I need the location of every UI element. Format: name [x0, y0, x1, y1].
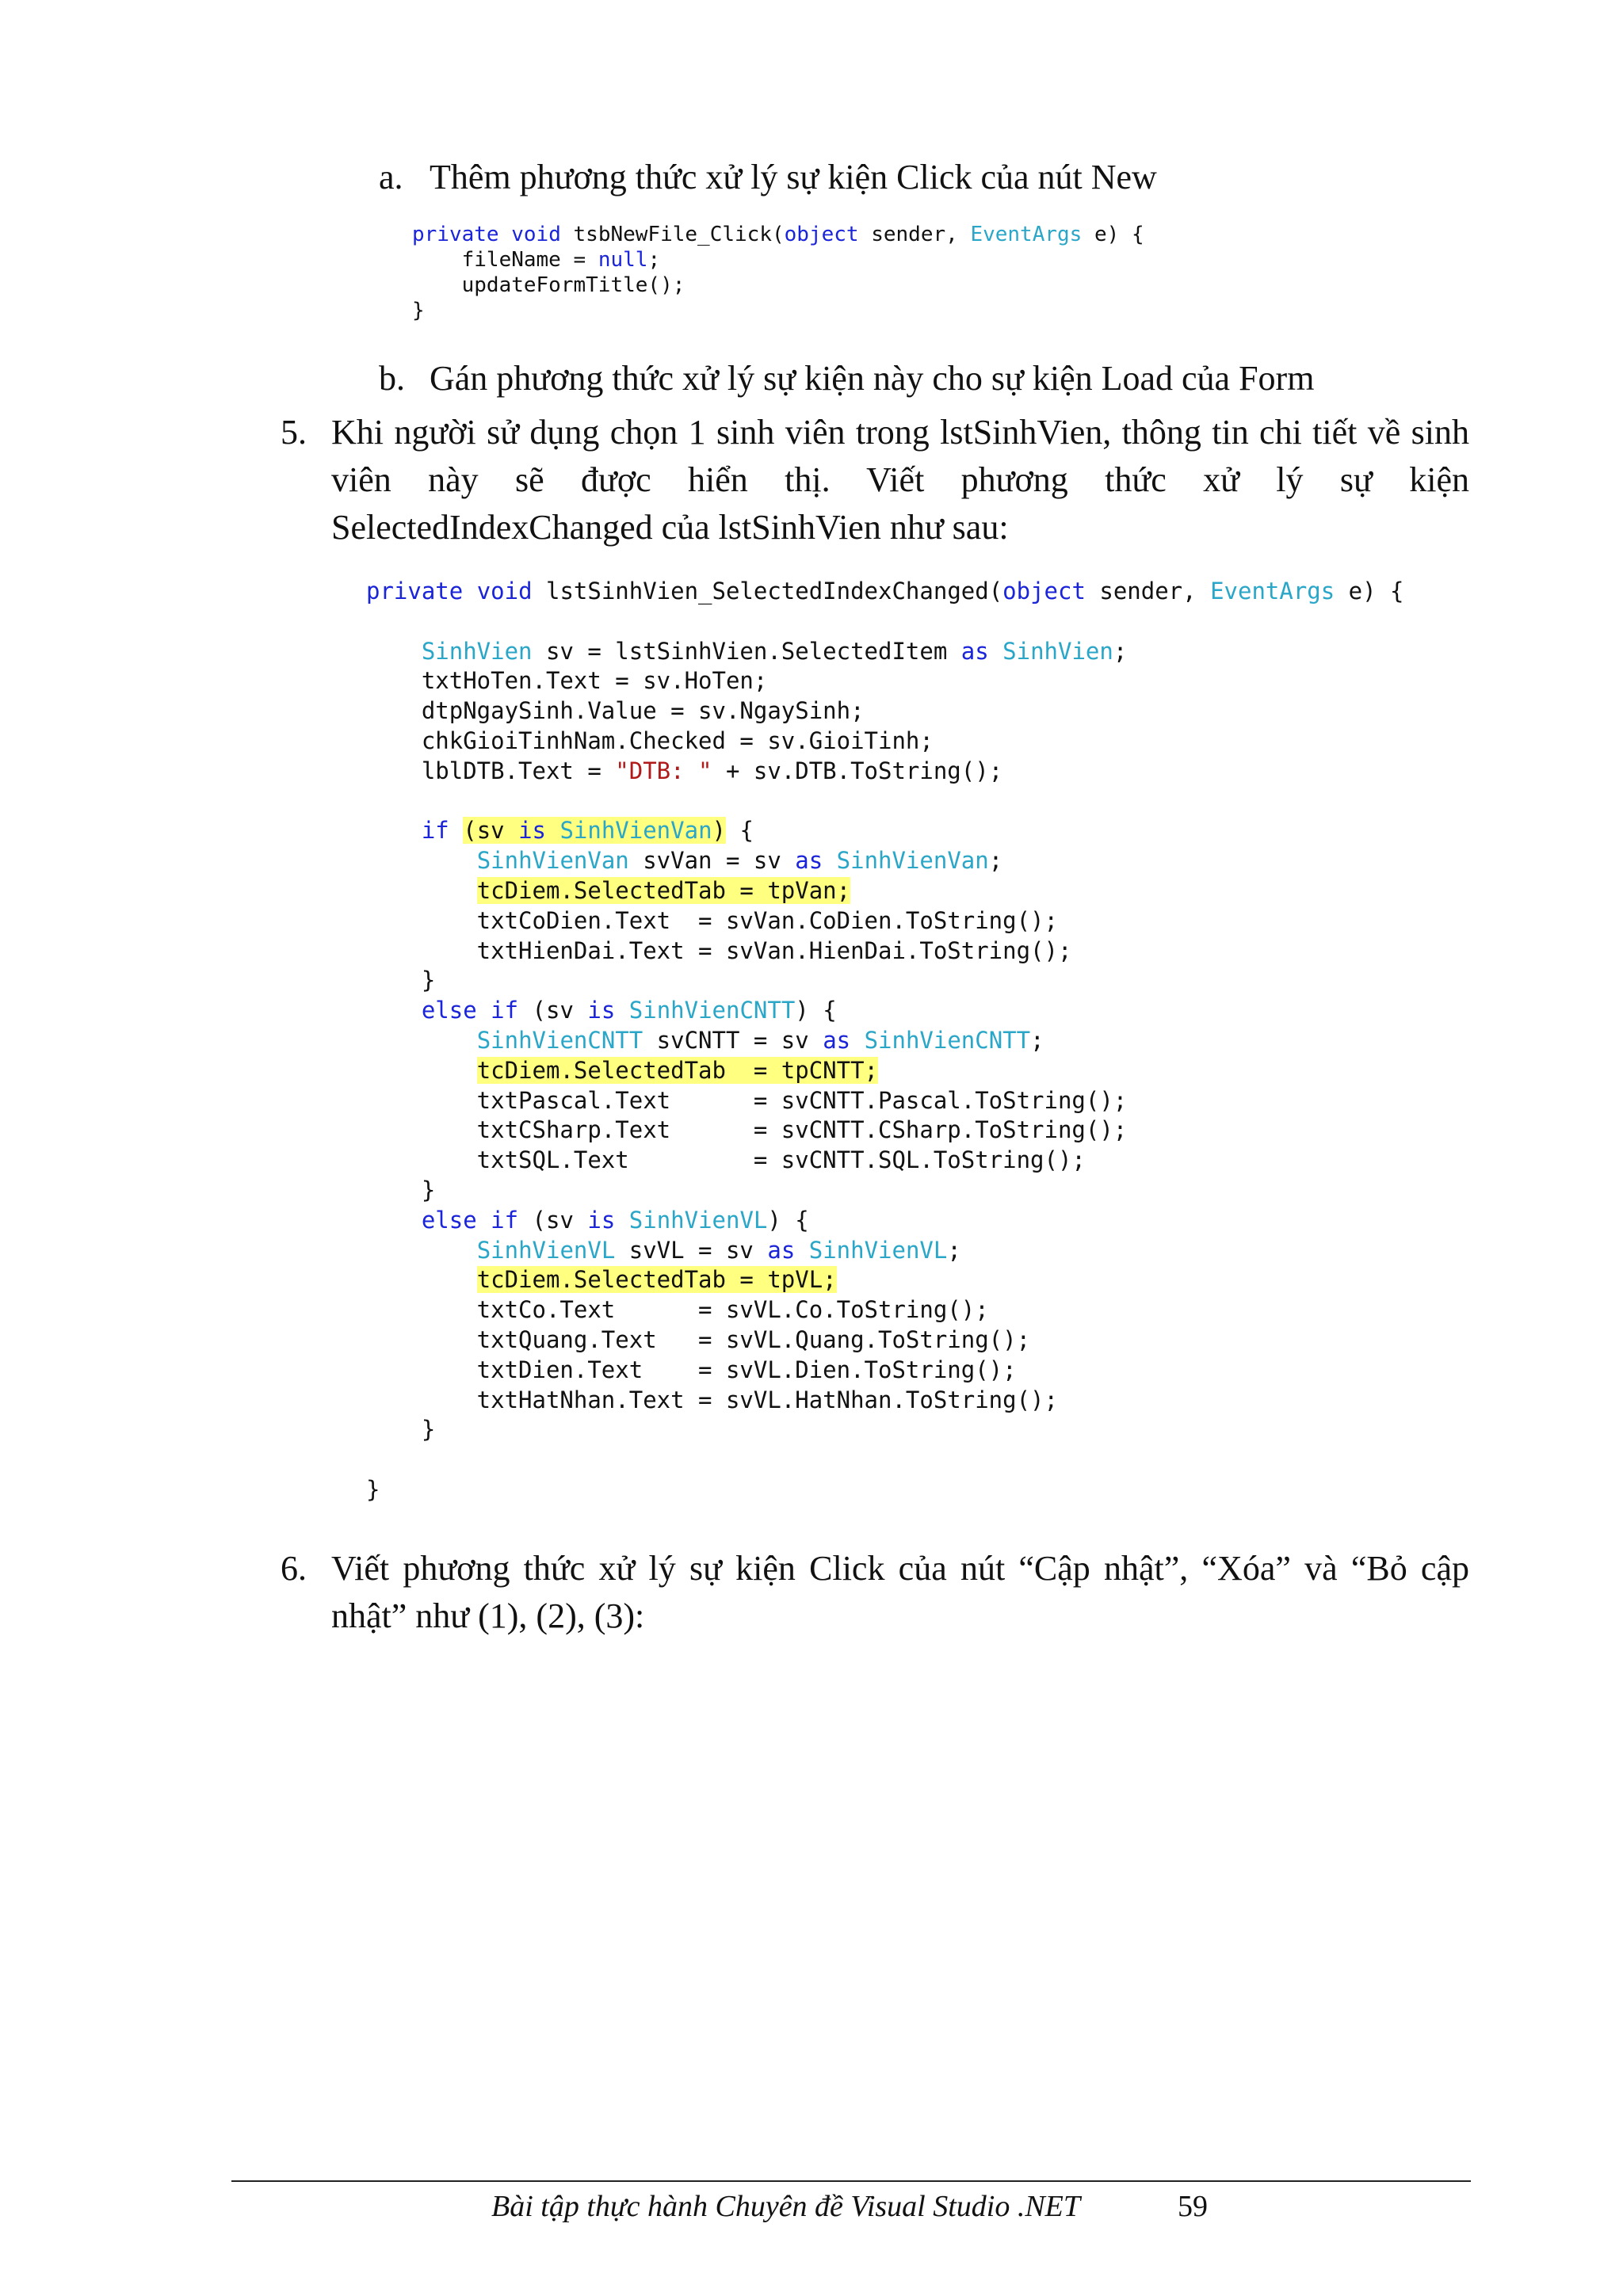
- step-5-marker: 5.: [281, 413, 307, 452]
- code-line: txtPascal.Text = svCNTT.Pascal.ToString();: [366, 1086, 1128, 1114]
- step-5-line-2: viên này sẽ được hiển thị. Viết phương thức xử lý sự kiện: [331, 460, 1469, 499]
- code-line: fileName = null;: [412, 248, 661, 272]
- code-line: txtDien.Text = svVL.Dien.ToString();: [366, 1356, 1017, 1383]
- code-line: txtHoTen.Text = sv.HoTen;: [366, 667, 768, 695]
- footer-divider: [231, 2180, 1471, 2182]
- code-line: [366, 787, 1404, 817]
- code-line: SinhVien sv = lstSinhVien.SelectedItem as SinhVien;: [421, 637, 1128, 665]
- code-line: txtCSharp.Text = svCNTT.CSharp.ToString();: [366, 1116, 1128, 1144]
- code-line: txtCoDien.Text = svVan.CoDien.ToString();: [366, 906, 1058, 934]
- step-b-marker: b.: [379, 359, 405, 398]
- code-line: dtpNgaySinh.Value = sv.NgaySinh;: [366, 697, 865, 725]
- code-line: updateFormTitle();: [412, 273, 685, 297]
- code-line: }: [366, 967, 436, 994]
- code-block-new-click: [412, 222, 1144, 323]
- code-line: [366, 1445, 1404, 1475]
- step-6-marker: 6.: [281, 1549, 307, 1588]
- step-5-line-3: SelectedIndexChanged của lstSinhVien như sau:: [331, 508, 1009, 547]
- code-line: SinhVienVL svVL = sv as SinhVienVL;: [476, 1236, 961, 1264]
- code-line: if (sv is SinhVienVan) {: [421, 817, 754, 845]
- code-line: tcDiem.SelectedTab = tpVan;: [476, 876, 851, 904]
- step-b: [379, 355, 1504, 402]
- code-line: else if (sv is SinhVienCNTT) {: [421, 997, 837, 1024]
- code-line: lblDTB.Text = "DTB: " + sv.DTB.ToString();: [366, 757, 1003, 784]
- code-line: else if (sv is SinhVienVL) {: [421, 1206, 809, 1234]
- step-a: [379, 154, 1504, 201]
- code-block-selected-index-changed: [366, 577, 1404, 1505]
- code-line: chkGioiTinhNam.Checked = sv.GioiTinh;: [366, 727, 934, 754]
- code-line: private void tsbNewFile_Click(object sender, EventArgs e) {: [412, 223, 1144, 246]
- code-line: SinhVienVan svVan = sv as SinhVienVan;: [476, 847, 1003, 875]
- code-line: SinhVienCNTT svCNTT = sv as SinhVienCNTT;: [476, 1026, 1044, 1054]
- code-line: }: [366, 1176, 436, 1203]
- code-line: private void lstSinhVien_SelectedIndexChanged(object sender, EventArgs e) {: [366, 578, 1404, 605]
- footer-title: Bài tập thực hành Chuyên đề Visual Studio .NET: [491, 2190, 1081, 2223]
- step-5-line-1: Khi người sử dụng chọn 1 sinh viên trong lstSinhVien, thông tin chi tiết về sinh: [331, 413, 1469, 452]
- code-line: [366, 607, 1404, 637]
- step-6-line-1: Viết phương thức xử lý sự kiện Click của nút “Cập nhật”, “Xóa” và “Bỏ cập: [331, 1549, 1469, 1588]
- code-line: txtHienDai.Text = svVan.HienDai.ToString();: [366, 936, 1072, 964]
- step-b-text: Gán phương thức xử lý sự kiện này cho sự kiện Load của Form: [430, 359, 1315, 398]
- step-6-line-2: nhật” như (1), (2), (3):: [331, 1596, 645, 1635]
- code-line: }: [366, 1416, 436, 1444]
- code-line: txtSQL.Text = svCNTT.SQL.ToString();: [366, 1146, 1086, 1174]
- code-line: }: [366, 1475, 380, 1503]
- code-line: }: [412, 299, 425, 322]
- page-number: 59: [1178, 2190, 1208, 2223]
- code-line: txtQuang.Text = svVL.Quang.ToString();: [366, 1325, 1031, 1353]
- code-line: tcDiem.SelectedTab = tpCNTT;: [476, 1056, 879, 1084]
- step-a-marker: a.: [379, 158, 403, 196]
- code-line: tcDiem.SelectedTab = tpVL;: [476, 1266, 837, 1294]
- step-a-text: Thêm phương thức xử lý sự kiện Click của nút New: [430, 158, 1157, 196]
- code-line: txtCo.Text = svVL.Co.ToString();: [366, 1296, 989, 1324]
- code-line: txtHatNhan.Text = svVL.HatNhan.ToString();: [366, 1386, 1058, 1413]
